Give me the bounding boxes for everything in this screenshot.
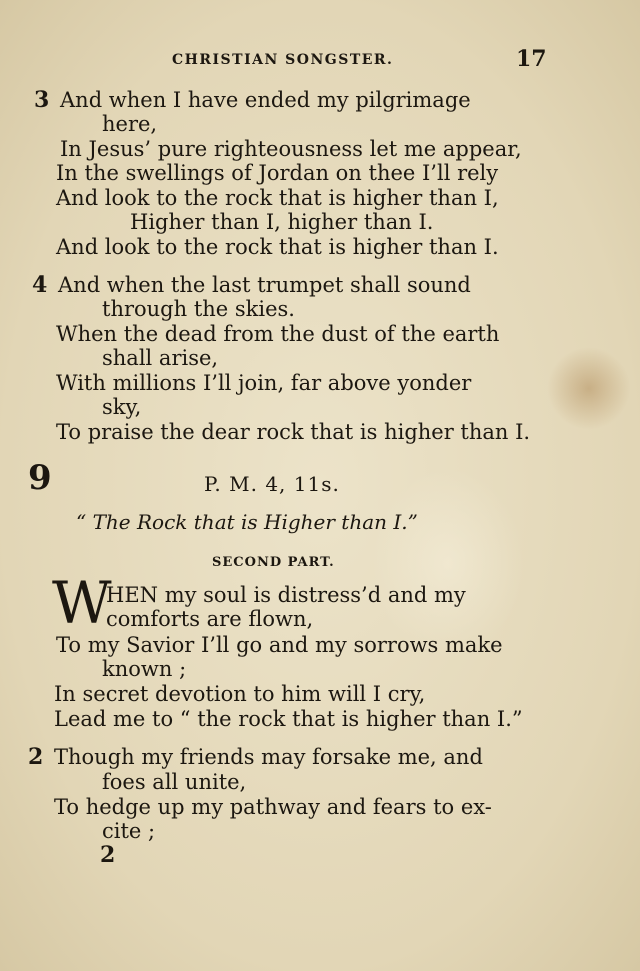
verse2-line-3: To hedge up my pathway and fears to ex-	[54, 795, 492, 819]
verse-number-2: 2	[28, 744, 44, 770]
verse2-line-4: cite ;	[102, 819, 156, 843]
hymn-number: 9	[28, 458, 52, 498]
verse3-line-5: And look to the rock that is higher than I,	[56, 186, 499, 210]
verse4-line-2: through the skies.	[102, 297, 295, 321]
verse1-line-6: Lead me to “ the rock that is higher than I.”	[54, 707, 523, 731]
verse1-line-5: In secret devotion to him will I cry,	[54, 682, 426, 706]
verse3-line-3: In Jesus’ pure righteousness let me appear,	[60, 137, 522, 161]
verse4-line-7: To praise the dear rock that is higher than I.	[56, 420, 531, 444]
hymn-title: “ The Rock that is Higher than I.”	[76, 510, 418, 534]
verse3-line-1: And when I have ended my pilgrimage	[60, 88, 471, 112]
verse4-line-5: With millions I’ll join, far above yonder	[56, 371, 472, 395]
signature-mark: 2	[100, 842, 116, 868]
hymn-meter: P. M. 4, 11s.	[204, 472, 340, 496]
verse-number-3: 3	[34, 87, 50, 113]
verse3-line-6: Higher than I, higher than I.	[130, 210, 434, 234]
verse1-line-4: known ;	[102, 657, 187, 681]
verse1-line-3: To my Savior I’ll go and my sorrows make	[56, 633, 503, 657]
verse1-line-2: comforts are flown,	[106, 607, 314, 631]
verse3-line-2: here,	[102, 112, 158, 136]
part-label: SECOND PART.	[212, 555, 335, 570]
drop-cap: W	[52, 569, 112, 637]
verse4-line-3: When the dead from the dust of the earth	[56, 322, 500, 346]
header-title: CHRISTIAN SONGSTER.	[172, 52, 394, 68]
verse4-line-6: sky,	[102, 395, 142, 419]
verse-number-4: 4	[32, 272, 48, 298]
verse4-line-4: shall arise,	[102, 346, 219, 370]
verse3-line-4: In the swellings of Jordan on thee I’ll rely	[56, 161, 499, 185]
verse4-line-1: And when the last trumpet shall sound	[58, 273, 471, 297]
verse2-line-1: Though my friends may forsake me, and	[54, 745, 483, 769]
running-header	[0, 46, 640, 76]
verse3-line-7: And look to the rock that is higher than I.	[56, 235, 499, 259]
page-number: 17	[516, 46, 547, 72]
verse2-line-2: foes all unite,	[102, 770, 247, 794]
verse1-line-1: HEN my soul is distress’d and my	[106, 583, 466, 607]
